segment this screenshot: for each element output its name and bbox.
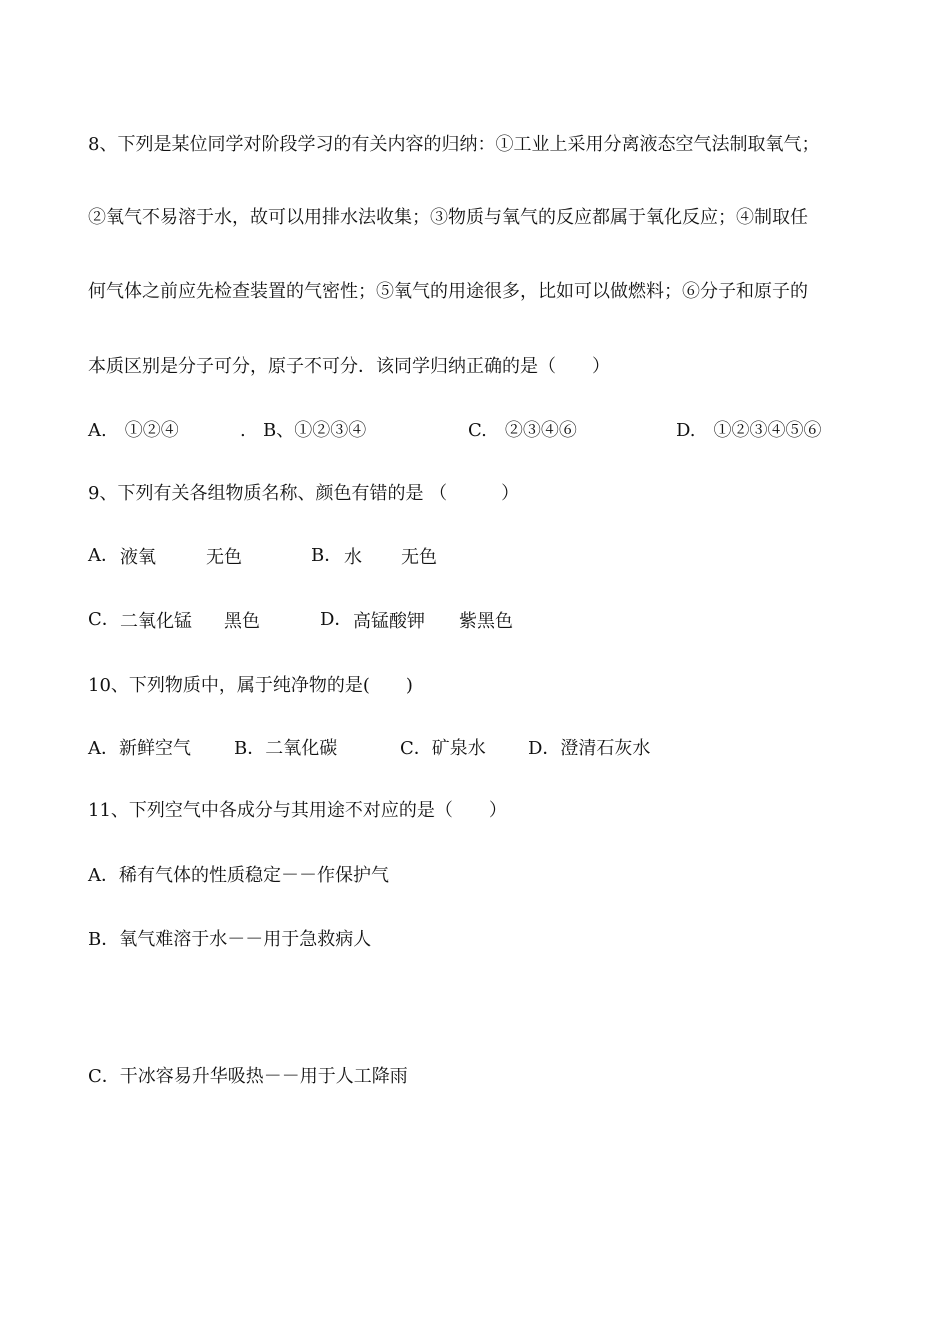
q9-stem: 9、下列有关各组物质名称、颜色有错的是 （ ） xyxy=(88,483,520,504)
q9-option-c-label: C． xyxy=(88,609,120,630)
q9-option-a-name: 液氧 xyxy=(120,547,156,568)
q10-option-a: A．新鲜空气 xyxy=(88,738,191,759)
q11-option-b: B．氧气难溶于水－－用于急救病人 xyxy=(88,929,372,950)
q9-option-a-label: A． xyxy=(88,545,119,566)
q9-option-b-label: B． xyxy=(311,545,343,566)
q10-stem: 10、下列物质中，属于纯净物的是( ) xyxy=(88,675,413,696)
q8-stem-line-3: 何气体之前应先检查装置的气密性；⑤氧气的用途很多，比如可以做燃料；⑥分子和原子的 xyxy=(88,281,808,302)
q9-option-c-name: 二氧化锰 xyxy=(120,611,192,632)
q10-option-c: C．矿泉水 xyxy=(400,738,486,759)
q9-option-c-color: 黑色 xyxy=(224,611,260,632)
q11-option-a: A．稀有气体的性质稳定－－作保护气 xyxy=(88,865,389,886)
q9-option-b-color: 无色 xyxy=(401,547,437,568)
q8-option-dot: . xyxy=(240,420,246,441)
q8-stem-line-4: 本质区别是分子可分，原子不可分．该同学归纳正确的是（ ） xyxy=(88,356,610,377)
q8-option-d: D. ①②③④⑤⑥ xyxy=(676,420,822,441)
q8-stem-line-2: ②氧气不易溶于水，故可以用排水法收集；③物质与氧气的反应都属于氧化反应；④制取任 xyxy=(88,207,808,228)
q9-option-d-color: 紫黑色 xyxy=(459,611,513,632)
q10-option-d: D．澄清石灰水 xyxy=(528,738,651,759)
q8-stem-line-1: 8、下列是某位同学对阶段学习的有关内容的归纳：①工业上采用分离液态空气法制取氧气； xyxy=(88,134,820,155)
q11-stem: 11、下列空气中各成分与其用途不对应的是（ ） xyxy=(88,800,507,821)
q9-option-a-color: 无色 xyxy=(206,547,242,568)
q9-option-b-name: 水 xyxy=(344,547,362,568)
q9-option-d-name: 高锰酸钾 xyxy=(353,611,425,632)
q10-option-b: B．二氧化碳 xyxy=(234,738,338,759)
q8-option-c: C. ②③④⑥ xyxy=(468,420,577,441)
q8-option-b: B、①②③④ xyxy=(263,420,367,441)
q9-option-d-label: D． xyxy=(320,609,353,630)
q11-option-c: C．干冰容易升华吸热－－用于人工降雨 xyxy=(88,1066,408,1087)
q8-option-a: A. ①②④ xyxy=(88,420,179,441)
